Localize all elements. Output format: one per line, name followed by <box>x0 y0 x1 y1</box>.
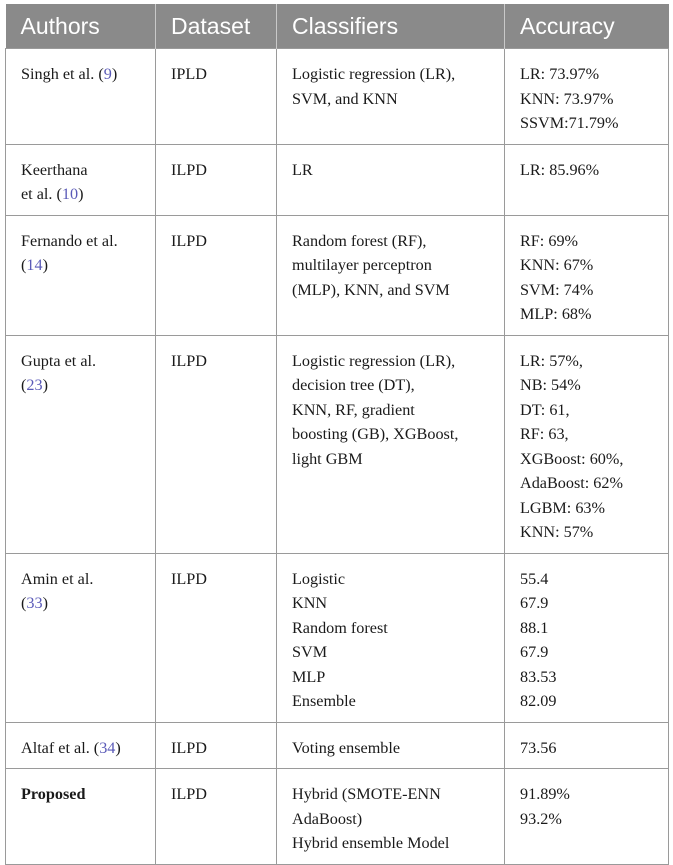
classifier-line: AdaBoost) <box>292 809 363 828</box>
dataset-cell: ILPD <box>156 335 277 553</box>
accuracy-line: 55.4 <box>520 569 549 588</box>
author-cell <box>6 215 156 335</box>
accuracy-line: 88.1 <box>520 618 549 637</box>
author-name: Singh et al. ( <box>21 65 104 83</box>
accuracy-line: 67.9 <box>520 643 549 661</box>
accuracy-cell <box>505 769 669 865</box>
accuracy-line: RF: 63, <box>520 425 569 443</box>
classifier-line: Logistic regression (LR), <box>292 351 456 370</box>
accuracy-line: DT: 61, <box>520 400 570 419</box>
header-classifiers: Classifiers <box>277 4 505 49</box>
classifier-line: SVM <box>292 643 328 661</box>
table-row <box>6 144 669 215</box>
reference-link[interactable]: 23 <box>26 376 43 394</box>
dataset-cell: ILPD <box>156 769 277 865</box>
accuracy-cell <box>505 335 669 553</box>
header-accuracy: Accuracy <box>505 4 669 49</box>
classifier-line: Ensemble <box>292 692 356 710</box>
table-row <box>6 553 669 722</box>
header-authors: Authors <box>6 4 156 49</box>
author-cell <box>6 722 156 769</box>
header-row <box>6 4 669 49</box>
table-row <box>6 722 669 769</box>
author-name: et al. ( <box>21 185 62 203</box>
paren: ) <box>78 185 84 203</box>
author-cell <box>6 144 156 215</box>
classifier-line: Hybrid (SMOTE-ENN <box>292 785 441 803</box>
classifier-line: MLP <box>292 667 326 686</box>
paren: ) <box>115 738 121 757</box>
paren: ) <box>42 376 48 394</box>
reference-link[interactable]: 14 <box>26 256 43 274</box>
classifier-line: KNN, RF, gradient <box>292 400 415 419</box>
accuracy-line: SSVM:71.79% <box>520 114 619 132</box>
classifier-line: light GBM <box>292 449 363 468</box>
classifier-line: Logistic regression (LR), <box>292 65 456 83</box>
classifiers-cell <box>277 215 505 335</box>
reference-link[interactable]: 34 <box>99 738 116 757</box>
author-name: Gupta et al. <box>21 351 97 370</box>
paren: ( <box>21 594 27 612</box>
accuracy-line: RF: 69% <box>520 231 579 250</box>
accuracy-line: 83.53 <box>520 667 557 686</box>
paren: ( <box>21 256 27 274</box>
reference-link[interactable]: 9 <box>103 65 112 83</box>
classifier-line: KNN <box>292 594 328 612</box>
table-row <box>6 215 669 335</box>
accuracy-line: NB: 54% <box>520 376 581 394</box>
classifiers-cell <box>277 769 505 865</box>
dataset-cell: IPLD <box>156 49 277 145</box>
classifier-line: boosting (GB), XGBoost, <box>292 425 459 443</box>
classifier-line: multilayer perceptron <box>292 256 432 274</box>
accuracy-line: 82.09 <box>520 692 557 710</box>
accuracy-line: LR: 57%, <box>520 351 583 370</box>
table-row <box>6 49 669 145</box>
accuracy-cell <box>505 49 669 145</box>
author-name: Proposed <box>21 785 86 803</box>
classifiers-cell <box>277 335 505 553</box>
classifier-line: LR <box>292 160 313 179</box>
accuracy-cell <box>505 553 669 722</box>
paren: ( <box>21 376 27 394</box>
dataset-cell: ILPD <box>156 722 277 769</box>
author-cell <box>6 49 156 145</box>
accuracy-line: KNN: 57% <box>520 523 594 541</box>
dataset-cell: ILPD <box>156 144 277 215</box>
classifier-line: Random forest <box>292 618 388 637</box>
paren: ) <box>42 256 48 274</box>
accuracy-cell <box>505 215 669 335</box>
classifier-line: Logistic <box>292 569 346 588</box>
header-dataset: Dataset <box>156 4 277 49</box>
reference-link[interactable]: 33 <box>26 594 43 612</box>
accuracy-line: 73.56 <box>520 738 557 757</box>
accuracy-line: 91.89% <box>520 785 570 803</box>
accuracy-line: 93.2% <box>520 809 562 828</box>
author-name: Keerthana <box>21 160 88 179</box>
accuracy-line: 67.9 <box>520 594 549 612</box>
classifiers-cell <box>277 49 505 145</box>
accuracy-cell <box>505 144 669 215</box>
accuracy-line: KNN: 67% <box>520 256 594 274</box>
accuracy-line: SVM: 74% <box>520 280 594 299</box>
dataset-cell: ILPD <box>156 553 277 722</box>
classifier-line: decision tree (DT), <box>292 376 415 394</box>
accuracy-line: KNN: 73.97% <box>520 89 614 108</box>
classifier-line: Hybrid ensemble Model <box>292 834 450 852</box>
classifiers-cell <box>277 722 505 769</box>
paren: ) <box>111 65 118 83</box>
dataset-cell: ILPD <box>156 215 277 335</box>
accuracy-line: MLP: 68% <box>520 305 592 323</box>
author-name: Amin et al. <box>21 569 94 588</box>
classifier-line: (MLP), KNN, and SVM <box>292 280 450 299</box>
accuracy-line: AdaBoost: 62% <box>520 474 623 492</box>
classifiers-cell <box>277 553 505 722</box>
author-cell <box>6 335 156 553</box>
classifier-line: SVM, and KNN <box>292 89 398 108</box>
accuracy-line: LGBM: 63% <box>520 498 605 517</box>
accuracy-line: XGBoost: 60%, <box>520 449 624 468</box>
accuracy-line: LR: 73.97% <box>520 65 600 83</box>
classifiers-cell <box>277 144 505 215</box>
author-cell <box>6 769 156 865</box>
table-row <box>6 769 669 865</box>
accuracy-cell <box>505 722 669 769</box>
author-name: Fernando et al. <box>21 231 118 250</box>
reference-link[interactable]: 10 <box>61 185 79 203</box>
table-row <box>6 335 669 553</box>
author-cell <box>6 553 156 722</box>
comparison-table <box>5 4 669 865</box>
author-name: Altaf et al. ( <box>21 738 100 757</box>
classifier-line: Voting ensemble <box>292 738 401 757</box>
accuracy-line: LR: 85.96% <box>520 160 600 179</box>
classifier-line: Random forest (RF), <box>292 231 427 250</box>
paren: ) <box>42 594 48 612</box>
